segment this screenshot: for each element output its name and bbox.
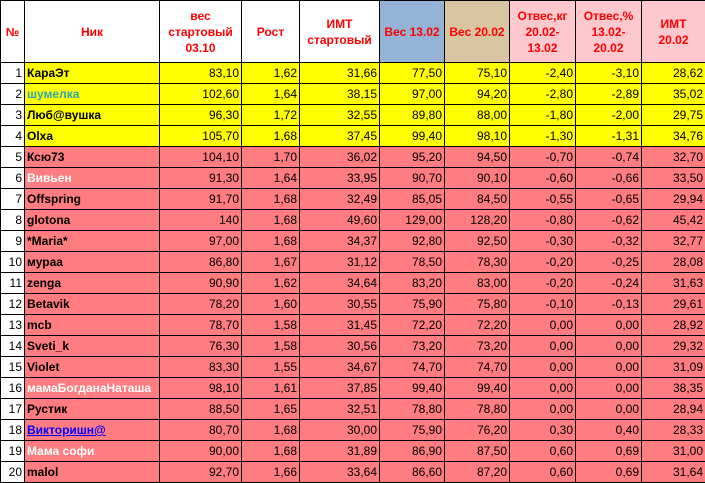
row-index[interactable]: 5 <box>1 147 25 168</box>
bmi-2002-cell[interactable]: 45,42 <box>642 210 705 231</box>
bmi-start-cell[interactable]: 30,56 <box>300 336 380 357</box>
diff-pct-cell[interactable]: 0,00 <box>576 378 642 399</box>
table-row <box>1 399 705 420</box>
nick-cell[interactable]: Offspring <box>25 189 160 210</box>
diff-kg-cell[interactable]: -0,20 <box>510 252 576 273</box>
weight-1302-cell[interactable]: 75,90 <box>380 420 445 441</box>
weight-2002-cell[interactable]: 74,70 <box>445 357 510 378</box>
diff-kg-cell[interactable]: -1,30 <box>510 126 576 147</box>
height-cell[interactable]: 1,68 <box>242 210 300 231</box>
nick-cell[interactable]: mcb <box>25 315 160 336</box>
header-index[interactable]: № <box>1 1 25 63</box>
diff-kg-cell[interactable]: -0,70 <box>510 147 576 168</box>
table-row <box>1 357 705 378</box>
bmi-2002-cell[interactable]: 35,02 <box>642 84 705 105</box>
diff-kg-cell[interactable]: 0,60 <box>510 462 576 483</box>
row-index[interactable]: 12 <box>1 294 25 315</box>
bmi-2002-cell[interactable]: 32,77 <box>642 231 705 252</box>
diff-kg-cell[interactable]: -0,10 <box>510 294 576 315</box>
nick-cell[interactable]: шумелка <box>25 84 160 105</box>
weight-1302-cell[interactable]: 83,20 <box>380 273 445 294</box>
row-index[interactable]: 16 <box>1 378 25 399</box>
header-bmi-2002[interactable]: ИМТ 20.02 <box>642 1 705 63</box>
diff-pct-cell[interactable]: -0,62 <box>576 210 642 231</box>
bmi-2002-cell[interactable]: 34,76 <box>642 126 705 147</box>
weight-1302-cell[interactable]: 74,70 <box>380 357 445 378</box>
bmi-start-cell[interactable]: 31,66 <box>300 63 380 84</box>
nick-cell[interactable]: Люб@вушка <box>25 105 160 126</box>
row-index[interactable]: 15 <box>1 357 25 378</box>
weight-1302-cell[interactable]: 90,70 <box>380 168 445 189</box>
bmi-2002-cell[interactable]: 31,09 <box>642 357 705 378</box>
bmi-2002-cell[interactable]: 31,64 <box>642 462 705 483</box>
nick-cell[interactable]: zenga <box>25 273 160 294</box>
start-weight-cell[interactable]: 86,80 <box>160 252 242 273</box>
weight-1302-cell[interactable]: 75,90 <box>380 294 445 315</box>
height-cell[interactable]: 1,68 <box>242 441 300 462</box>
bmi-start-cell[interactable]: 31,45 <box>300 315 380 336</box>
table-row <box>1 63 705 84</box>
weight-1302-cell[interactable]: 78,80 <box>380 399 445 420</box>
bmi-2002-cell[interactable]: 29,94 <box>642 189 705 210</box>
start-weight-cell[interactable]: 104,10 <box>160 147 242 168</box>
row-index[interactable]: 18 <box>1 420 25 441</box>
bmi-2002-cell[interactable]: 28,33 <box>642 420 705 441</box>
nick-cell[interactable]: Мама софи <box>25 441 160 462</box>
table-row <box>1 315 705 336</box>
diff-kg-cell[interactable]: -2,40 <box>510 63 576 84</box>
height-cell[interactable]: 1,68 <box>242 126 300 147</box>
bmi-start-cell[interactable]: 32,51 <box>300 399 380 420</box>
start-weight-cell[interactable]: 96,30 <box>160 105 242 126</box>
nick-cell[interactable]: malol <box>25 462 160 483</box>
bmi-2002-cell[interactable]: 38,35 <box>642 378 705 399</box>
bmi-start-cell[interactable]: 34,37 <box>300 231 380 252</box>
start-weight-cell[interactable]: 91,30 <box>160 168 242 189</box>
weight-1302-cell[interactable]: 89,80 <box>380 105 445 126</box>
weight-2002-cell[interactable]: 72,20 <box>445 315 510 336</box>
height-cell[interactable]: 1,65 <box>242 399 300 420</box>
bmi-2002-cell[interactable]: 28,94 <box>642 399 705 420</box>
weight-2002-cell[interactable]: 75,80 <box>445 294 510 315</box>
bmi-start-cell[interactable]: 34,64 <box>300 273 380 294</box>
bmi-2002-cell[interactable]: 28,62 <box>642 63 705 84</box>
height-cell[interactable]: 1,64 <box>242 168 300 189</box>
diff-pct-cell[interactable]: 0,69 <box>576 441 642 462</box>
start-weight-cell[interactable]: 140 <box>160 210 242 231</box>
nick-cell[interactable]: Olxa <box>25 126 160 147</box>
row-index[interactable]: 7 <box>1 189 25 210</box>
height-cell[interactable]: 1,58 <box>242 315 300 336</box>
row-index[interactable]: 13 <box>1 315 25 336</box>
nick-cell[interactable]: Ксю73 <box>25 147 160 168</box>
diff-pct-cell[interactable]: -1,31 <box>576 126 642 147</box>
height-cell[interactable]: 1,58 <box>242 336 300 357</box>
diff-pct-cell[interactable]: -0,13 <box>576 294 642 315</box>
weight-1302-cell[interactable]: 97,00 <box>380 84 445 105</box>
header-nick[interactable]: Ник <box>25 1 160 63</box>
bmi-2002-cell[interactable]: 29,32 <box>642 336 705 357</box>
header-diff-kg[interactable]: Отвес,кг 20.02-13.02 <box>510 1 576 63</box>
nick-cell[interactable]: Викторишн@ <box>25 420 160 441</box>
height-cell[interactable]: 1,60 <box>242 294 300 315</box>
weight-2002-cell[interactable]: 78,30 <box>445 252 510 273</box>
diff-kg-cell[interactable]: -0,20 <box>510 273 576 294</box>
diff-kg-cell[interactable]: 0,00 <box>510 378 576 399</box>
diff-kg-cell[interactable]: 0,00 <box>510 357 576 378</box>
weight-2002-cell[interactable]: 87,50 <box>445 441 510 462</box>
bmi-start-cell[interactable]: 32,49 <box>300 189 380 210</box>
diff-pct-cell[interactable]: -2,89 <box>576 84 642 105</box>
bmi-start-cell[interactable]: 33,95 <box>300 168 380 189</box>
start-weight-cell[interactable]: 97,00 <box>160 231 242 252</box>
header-bmi-start[interactable]: ИМТ стартовый <box>300 1 380 63</box>
weight-2002-cell[interactable]: 83,00 <box>445 273 510 294</box>
weight-1302-cell[interactable]: 95,20 <box>380 147 445 168</box>
bmi-2002-cell[interactable]: 31,00 <box>642 441 705 462</box>
table-row <box>1 336 705 357</box>
weight-2002-cell[interactable]: 84,50 <box>445 189 510 210</box>
diff-pct-cell[interactable]: -3,10 <box>576 63 642 84</box>
weight-2002-cell[interactable]: 87,20 <box>445 462 510 483</box>
header-weight-2002[interactable]: Вес 20.02 <box>445 1 510 63</box>
table-row <box>1 210 705 231</box>
bmi-2002-cell[interactable]: 31,63 <box>642 273 705 294</box>
nick-cell[interactable]: Violet <box>25 357 160 378</box>
diff-pct-cell[interactable]: 0,00 <box>576 315 642 336</box>
height-cell[interactable]: 1,68 <box>242 231 300 252</box>
bmi-start-cell[interactable]: 32,55 <box>300 105 380 126</box>
weight-2002-cell[interactable]: 99,40 <box>445 378 510 399</box>
weight-2002-cell[interactable]: 98,10 <box>445 126 510 147</box>
table-row <box>1 252 705 273</box>
weight-2002-cell[interactable]: 92,50 <box>445 231 510 252</box>
header-start-weight[interactable]: вес стартовый 03.10 <box>160 1 242 63</box>
diff-pct-cell[interactable]: -0,65 <box>576 189 642 210</box>
weight-1302-cell[interactable]: 86,60 <box>380 462 445 483</box>
weight-1302-cell[interactable]: 129,00 <box>380 210 445 231</box>
header-weight-1302[interactable]: Вес 13.02 <box>380 1 445 63</box>
weight-2002-cell[interactable]: 128,20 <box>445 210 510 231</box>
bmi-2002-cell[interactable]: 32,70 <box>642 147 705 168</box>
table-row <box>1 378 705 399</box>
weight-2002-cell[interactable]: 88,00 <box>445 105 510 126</box>
start-weight-cell[interactable]: 83,10 <box>160 63 242 84</box>
weight-1302-cell[interactable]: 73,20 <box>380 336 445 357</box>
height-cell[interactable]: 1,67 <box>242 252 300 273</box>
weight-1302-cell[interactable]: 77,50 <box>380 63 445 84</box>
diff-kg-cell[interactable]: -1,80 <box>510 105 576 126</box>
header-diff-pct[interactable]: Отвес,% 13.02-20.02 <box>576 1 642 63</box>
weight-2002-cell[interactable]: 76,20 <box>445 420 510 441</box>
height-cell[interactable]: 1,72 <box>242 105 300 126</box>
table-row <box>1 147 705 168</box>
bmi-start-cell[interactable]: 38,15 <box>300 84 380 105</box>
table-row <box>1 126 705 147</box>
height-cell[interactable]: 1,70 <box>242 147 300 168</box>
table-row <box>1 462 705 483</box>
row-index[interactable]: 3 <box>1 105 25 126</box>
weight-2002-cell[interactable]: 73,20 <box>445 336 510 357</box>
diff-kg-cell[interactable]: 0,60 <box>510 441 576 462</box>
row-index[interactable]: 1 <box>1 63 25 84</box>
bmi-start-cell[interactable]: 30,55 <box>300 294 380 315</box>
diff-pct-cell[interactable]: -0,24 <box>576 273 642 294</box>
start-weight-cell[interactable]: 90,00 <box>160 441 242 462</box>
row-index[interactable]: 4 <box>1 126 25 147</box>
start-weight-cell[interactable]: 76,30 <box>160 336 242 357</box>
bmi-start-cell[interactable]: 34,67 <box>300 357 380 378</box>
nick-cell[interactable]: мамаБогданаНаташа <box>25 378 160 399</box>
header-row <box>1 1 705 63</box>
bmi-start-cell[interactable]: 36,02 <box>300 147 380 168</box>
diff-pct-cell[interactable]: -0,32 <box>576 231 642 252</box>
row-index[interactable]: 17 <box>1 399 25 420</box>
start-weight-cell[interactable]: 105,70 <box>160 126 242 147</box>
diff-kg-cell[interactable]: 0,00 <box>510 315 576 336</box>
nick-cell[interactable]: Вивьен <box>25 168 160 189</box>
diff-pct-cell[interactable]: -0,25 <box>576 252 642 273</box>
table-row <box>1 105 705 126</box>
start-weight-cell[interactable]: 83,30 <box>160 357 242 378</box>
weight-1302-cell[interactable]: 99,40 <box>380 378 445 399</box>
start-weight-cell[interactable]: 102,60 <box>160 84 242 105</box>
nick-cell[interactable]: Sveti_k <box>25 336 160 357</box>
diff-kg-cell[interactable]: 0,00 <box>510 399 576 420</box>
diff-kg-cell[interactable]: -0,55 <box>510 189 576 210</box>
bmi-start-cell[interactable]: 37,45 <box>300 126 380 147</box>
diff-pct-cell[interactable]: -2,00 <box>576 105 642 126</box>
diff-pct-cell[interactable]: -0,74 <box>576 147 642 168</box>
row-index[interactable]: 8 <box>1 210 25 231</box>
row-index[interactable]: 20 <box>1 462 25 483</box>
table-row <box>1 420 705 441</box>
diff-kg-cell[interactable]: -0,30 <box>510 231 576 252</box>
bmi-2002-cell[interactable]: 33,50 <box>642 168 705 189</box>
bmi-2002-cell[interactable]: 29,75 <box>642 105 705 126</box>
diff-kg-cell[interactable]: -0,60 <box>510 168 576 189</box>
weight-2002-cell[interactable]: 75,10 <box>445 63 510 84</box>
bmi-start-cell[interactable]: 30,00 <box>300 420 380 441</box>
diff-pct-cell[interactable]: 0,69 <box>576 462 642 483</box>
weight-2002-cell[interactable]: 94,20 <box>445 84 510 105</box>
bmi-start-cell[interactable]: 31,12 <box>300 252 380 273</box>
diff-pct-cell[interactable]: 0,00 <box>576 336 642 357</box>
table-row <box>1 294 705 315</box>
nick-cell[interactable]: *Maria* <box>25 231 160 252</box>
table-row <box>1 231 705 252</box>
bmi-start-cell[interactable]: 37,85 <box>300 378 380 399</box>
weight-1302-cell[interactable]: 78,50 <box>380 252 445 273</box>
bmi-start-cell[interactable]: 49,60 <box>300 210 380 231</box>
start-weight-cell[interactable]: 98,10 <box>160 378 242 399</box>
weight-2002-cell[interactable]: 94,50 <box>445 147 510 168</box>
height-cell[interactable]: 1,62 <box>242 273 300 294</box>
diff-kg-cell[interactable]: -2,80 <box>510 84 576 105</box>
table-row <box>1 189 705 210</box>
nick-cell[interactable]: мураа <box>25 252 160 273</box>
row-index[interactable]: 6 <box>1 168 25 189</box>
height-cell[interactable]: 1,62 <box>242 63 300 84</box>
row-index[interactable]: 2 <box>1 84 25 105</box>
weight-1302-cell[interactable]: 99,40 <box>380 126 445 147</box>
height-cell[interactable]: 1,64 <box>242 84 300 105</box>
nick-cell[interactable]: КараЭт <box>25 63 160 84</box>
weight-1302-cell[interactable]: 86,90 <box>380 441 445 462</box>
diff-pct-cell[interactable]: 0,40 <box>576 420 642 441</box>
diff-kg-cell[interactable]: 0,30 <box>510 420 576 441</box>
diff-pct-cell[interactable]: 0,00 <box>576 399 642 420</box>
table-row <box>1 273 705 294</box>
weight-2002-cell[interactable]: 78,80 <box>445 399 510 420</box>
height-cell[interactable]: 1,68 <box>242 189 300 210</box>
height-cell[interactable]: 1,66 <box>242 462 300 483</box>
weight-1302-cell[interactable]: 72,20 <box>380 315 445 336</box>
row-index[interactable]: 14 <box>1 336 25 357</box>
height-cell[interactable]: 1,55 <box>242 357 300 378</box>
start-weight-cell[interactable]: 90,90 <box>160 273 242 294</box>
diff-kg-cell[interactable]: 0,00 <box>510 336 576 357</box>
height-cell[interactable]: 1,68 <box>242 420 300 441</box>
bmi-2002-cell[interactable]: 28,92 <box>642 315 705 336</box>
start-weight-cell[interactable]: 80,70 <box>160 420 242 441</box>
table-row <box>1 168 705 189</box>
table-row <box>1 441 705 462</box>
height-cell[interactable]: 1,61 <box>242 378 300 399</box>
row-index[interactable]: 10 <box>1 252 25 273</box>
nick-cell[interactable]: Рустик <box>25 399 160 420</box>
row-index[interactable]: 9 <box>1 231 25 252</box>
row-index[interactable]: 19 <box>1 441 25 462</box>
bmi-start-cell[interactable]: 31,89 <box>300 441 380 462</box>
start-weight-cell[interactable]: 78,70 <box>160 315 242 336</box>
diff-pct-cell[interactable]: -0,66 <box>576 168 642 189</box>
start-weight-cell[interactable]: 78,20 <box>160 294 242 315</box>
nick-cell[interactable]: Betavik <box>25 294 160 315</box>
diff-kg-cell[interactable]: -0,80 <box>510 210 576 231</box>
table-row <box>1 84 705 105</box>
start-weight-cell[interactable]: 92,70 <box>160 462 242 483</box>
weight-1302-cell[interactable]: 85,05 <box>380 189 445 210</box>
nick-cell[interactable]: glotona <box>25 210 160 231</box>
header-height[interactable]: Рост <box>242 1 300 63</box>
row-index[interactable]: 11 <box>1 273 25 294</box>
bmi-2002-cell[interactable]: 29,61 <box>642 294 705 315</box>
weight-2002-cell[interactable]: 90,10 <box>445 168 510 189</box>
start-weight-cell[interactable]: 91,70 <box>160 189 242 210</box>
bmi-start-cell[interactable]: 33,64 <box>300 462 380 483</box>
diff-pct-cell[interactable]: 0,00 <box>576 357 642 378</box>
start-weight-cell[interactable]: 88,50 <box>160 399 242 420</box>
weight-1302-cell[interactable]: 92,80 <box>380 231 445 252</box>
bmi-2002-cell[interactable]: 28,08 <box>642 252 705 273</box>
